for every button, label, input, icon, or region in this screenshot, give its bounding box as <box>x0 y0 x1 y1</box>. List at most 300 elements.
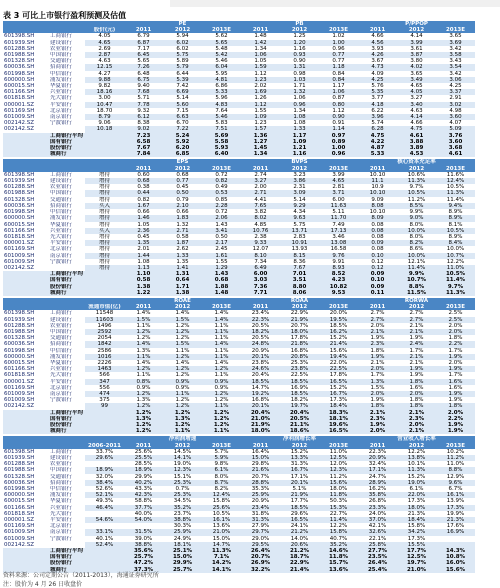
value-cell: 增持 <box>98 221 110 228</box>
value-cell: 6.69 <box>163 89 202 95</box>
value-cell: 1842 <box>85 341 124 347</box>
bank-name: 工商银行 <box>50 171 73 178</box>
stock-code: 601288.SH <box>4 45 35 52</box>
value-cell: 3.09 <box>280 190 319 196</box>
group-label: EPS <box>124 159 241 165</box>
stock-code: 601998.SH <box>4 209 35 216</box>
bank-name: 华夏银行 <box>50 221 73 228</box>
value-cell: 10.76 <box>241 228 280 234</box>
value-cell: 15.2% <box>290 448 309 455</box>
bank-name: 农业银行 <box>50 461 73 468</box>
value-cell: 52.6% <box>95 486 114 493</box>
value-cell: 0.7% <box>175 486 190 493</box>
value-cell: 6.44 <box>176 70 189 77</box>
value-cell: 15.8% <box>319 529 358 535</box>
column-header: 2012 <box>280 443 319 449</box>
value-cell: 1.67 <box>124 203 163 209</box>
value-cell: 2.69 <box>98 45 111 52</box>
value-cell: 增持 <box>85 253 124 259</box>
value-cell: 8.15 <box>280 253 319 259</box>
stock-code: 600036.SH <box>4 202 35 209</box>
value-cell: 8.36 <box>293 258 306 265</box>
value-cell: 9.09 <box>371 196 384 203</box>
bank-name: 中信银行 <box>50 486 73 493</box>
summary-label: 股份银行 <box>49 560 85 566</box>
value-cell: 18.9% <box>124 467 163 473</box>
value-cell: 9.63 <box>280 215 319 221</box>
value-cell: 22.0% <box>329 359 348 366</box>
summary-label: 国有银行 <box>49 139 85 145</box>
value-cell: 1.8% <box>448 335 463 342</box>
summary-value: 6.20 <box>163 145 202 151</box>
value-cell: 20.7% <box>251 473 270 480</box>
value-cell: 1.08 <box>137 258 150 265</box>
stock-code: 601818.SH <box>4 510 35 517</box>
column-header: 2006-2011 <box>85 443 124 449</box>
column-header: 2011 <box>358 443 397 449</box>
bank-name: 交通银行 <box>50 58 73 65</box>
value-cell: 25.9% <box>241 492 280 498</box>
value-cell: 1.8% <box>358 403 397 409</box>
summary-value: 0.58 <box>124 277 163 283</box>
value-cell: 9.76 <box>319 253 358 259</box>
value-cell: 12.1% <box>407 258 426 265</box>
value-cell: 37.0% <box>358 517 397 523</box>
value-cell: 24.7% <box>368 473 387 480</box>
value-cell: 0.96 <box>280 102 319 108</box>
value-cell: 1.2% <box>124 391 163 397</box>
value-cell: 15.3% <box>319 505 358 511</box>
value-cell: 4.66 <box>410 120 423 127</box>
column-header: 2013E <box>436 304 475 310</box>
value-cell: 0.08 <box>371 221 384 228</box>
value-cell: 1.05 <box>254 58 267 65</box>
bank-name: 宁波银行 <box>50 258 73 265</box>
value-cell: 1.55 <box>254 107 267 114</box>
value-cell: 0.96 <box>332 45 345 52</box>
stock-code: 601939.SH <box>4 455 35 462</box>
value-cell: 7.42 <box>176 83 189 90</box>
value-cell: 4.66 <box>371 33 384 40</box>
stock-code: 600000.SH <box>4 353 35 360</box>
value-cell: 29.8% <box>251 461 270 468</box>
value-cell: 14.1% <box>163 455 202 461</box>
value-cell: 20.1% <box>241 354 280 360</box>
value-cell: 9.82 <box>98 83 111 90</box>
value-cell: 20.7% <box>290 322 309 329</box>
value-cell: 3.99 <box>397 40 436 46</box>
value-cell: 22.3% <box>241 317 280 323</box>
value-cell: 16.5% <box>319 379 358 385</box>
value-cell: 1.59 <box>241 64 280 70</box>
value-cell: 17.8% <box>329 372 348 379</box>
value-cell: 11.2% <box>436 455 475 461</box>
value-cell: 1.9% <box>448 397 463 404</box>
value-cell: 1.9% <box>436 366 475 372</box>
value-cell: 0.77 <box>332 58 345 65</box>
value-cell: 15.2% <box>329 384 348 391</box>
bank-name: 工商银行 <box>50 33 73 40</box>
summary-label: 城商行 <box>49 567 85 573</box>
value-cell: 18.16 <box>85 89 124 95</box>
value-cell: 38.8% <box>124 542 163 548</box>
column-header: 2012 <box>163 304 202 310</box>
summary-value: 13.6% <box>319 567 358 573</box>
value-cell: 3.42 <box>449 45 462 52</box>
value-cell: 566 <box>99 372 110 379</box>
value-cell: 29.5% <box>241 542 280 548</box>
value-cell: 375 <box>99 397 110 404</box>
stock-code: 601328.SH <box>4 196 35 203</box>
value-cell: 3.99 <box>332 171 345 178</box>
summary-value: 20.4% <box>280 410 319 416</box>
value-cell: 3.41 <box>202 228 241 234</box>
bank-name: 中国银行 <box>50 190 73 197</box>
bank-name: 浦发银行 <box>50 215 73 222</box>
value-cell: 2.83 <box>293 233 306 240</box>
summary-value: 1.71 <box>163 284 202 290</box>
value-cell: 16.58 <box>330 246 347 253</box>
value-cell: 11.0% <box>446 461 465 468</box>
value-cell: 2.00 <box>254 184 267 191</box>
value-cell: 增持 <box>98 184 110 191</box>
summary-value: 21.4% <box>280 567 319 573</box>
value-cell: 6.22 <box>371 107 384 114</box>
value-cell: 0.93 <box>280 52 319 58</box>
value-cell: 17.13 <box>319 228 358 234</box>
value-cell: 1.23 <box>241 77 280 83</box>
value-cell: 增持 <box>85 178 124 184</box>
column-header: 2011 <box>124 166 163 172</box>
summary-value: 16.0% <box>436 560 475 566</box>
summary-value: 4.53 <box>397 151 436 157</box>
value-cell: 19.4% <box>319 354 358 360</box>
value-cell: 6.02 <box>176 45 189 52</box>
summary-value: 5.92 <box>163 139 202 145</box>
summary-value: 18.0% <box>241 428 280 434</box>
value-cell: 4.05 <box>98 33 111 40</box>
value-cell: 21.2% <box>280 529 319 535</box>
group-label: 核心资本充足率 <box>358 159 475 165</box>
value-cell: 6.75 <box>124 77 163 83</box>
value-cell: 10.47 <box>85 102 124 108</box>
value-cell: 1.41 <box>163 265 202 271</box>
summary-value: 20.4% <box>241 410 280 416</box>
value-cell: 15.0% <box>241 455 280 461</box>
value-cell: 21.3% <box>407 510 426 517</box>
value-cell: 1.31 <box>280 64 319 70</box>
value-cell: 1.06 <box>241 52 280 58</box>
value-cell: 2.74 <box>254 171 267 178</box>
value-cell: 1.2% <box>175 397 190 404</box>
value-cell: 10.91 <box>280 240 319 246</box>
value-cell: 18.5% <box>280 379 319 385</box>
value-cell: 15.0% <box>212 535 231 542</box>
value-cell: 1.6% <box>448 384 463 391</box>
value-cell: 20.9% <box>251 498 270 505</box>
value-cell: 9.33 <box>241 240 280 246</box>
value-cell: 3.60 <box>436 114 475 120</box>
value-cell: 2592 <box>85 329 124 335</box>
value-cell: 6.86 <box>215 83 228 90</box>
value-cell: 1.2% <box>163 354 202 360</box>
value-cell: 5.79 <box>163 64 202 70</box>
value-cell: 25.3% <box>163 480 202 486</box>
summary-value: 37.3% <box>124 567 163 573</box>
value-cell: 4.63 <box>98 58 111 65</box>
summary-value: 8.80 <box>280 284 319 290</box>
value-cell: 8.4% <box>436 240 475 246</box>
group-label: 净利润增速 <box>124 436 241 442</box>
value-cell: 18.0% <box>329 486 348 493</box>
value-cell: 18.5% <box>280 391 319 397</box>
value-cell: 23.4% <box>241 505 280 511</box>
stock-code: 601988.SH <box>4 190 35 197</box>
value-cell: 4.07 <box>449 120 462 127</box>
summary-value: 26.9% <box>241 560 280 566</box>
value-cell: 5.1% <box>292 486 307 493</box>
value-cell: 99 <box>85 403 124 409</box>
summary-value: 20.7% <box>241 554 280 560</box>
value-cell: 10.1% <box>407 461 426 468</box>
summary-value: 1.31 <box>163 271 202 277</box>
summary-label: 国有银行 <box>49 416 85 422</box>
column-header: 2012 <box>397 443 436 449</box>
summary-value: 7.01 <box>280 271 319 277</box>
bank-name: 农业银行 <box>50 45 73 52</box>
summary-value: 1.00 <box>319 145 358 151</box>
value-cell: 11.1 <box>358 178 397 184</box>
value-cell: 7.78 <box>124 102 163 108</box>
value-cell: 9.4% <box>436 203 475 209</box>
value-cell: 7.26 <box>124 64 163 70</box>
summary-value: 12.5% <box>397 554 436 560</box>
value-cell: 31.3% <box>241 517 280 523</box>
summary-value: 2.0% <box>397 422 436 428</box>
value-cell: 7.22 <box>163 126 202 132</box>
value-cell: 1.33 <box>163 253 202 259</box>
summary-label: 工商银行平均 <box>50 548 84 555</box>
value-cell: 1.08 <box>293 120 306 127</box>
value-cell: 1.7% <box>448 372 463 379</box>
value-cell: 1.8% <box>436 403 475 409</box>
group-label: 净利润增长率 <box>241 436 358 442</box>
value-cell: 11.4% <box>446 196 465 203</box>
value-cell: 2.1% <box>409 322 424 329</box>
bank-name: 平安银行 <box>50 240 73 247</box>
summary-value: 7.71 <box>241 290 280 296</box>
summary-value: 4.22 <box>358 139 397 145</box>
bank-name: 浦发银行 <box>50 353 73 360</box>
value-cell: 6.7% <box>448 486 463 493</box>
value-cell: 3.86 <box>280 178 319 184</box>
value-cell: 0.45 <box>137 233 150 240</box>
value-cell: 23.8% <box>280 366 319 372</box>
value-cell: 11.8% <box>319 492 358 498</box>
value-cell: 2.0% <box>358 366 397 372</box>
summary-value: 15.6% <box>436 567 475 573</box>
summary-value: 2.1% <box>358 410 397 416</box>
value-cell: 0.84 <box>319 77 358 83</box>
value-cell: 2.1% <box>358 329 397 335</box>
value-cell: 347 <box>85 379 124 385</box>
bank-name: 建设银行 <box>50 455 73 462</box>
value-cell: 20.0% <box>329 310 348 317</box>
value-cell: 8.9% <box>448 233 463 240</box>
value-cell: 0.58 <box>176 233 189 240</box>
value-cell: 24.0% <box>368 510 387 517</box>
value-cell: 12.3% <box>319 467 358 473</box>
summary-label: 城商行 <box>49 290 85 296</box>
value-cell: 3.87 <box>397 52 436 58</box>
stock-code: 601398.SH <box>4 310 35 317</box>
value-cell: 8.0% <box>214 473 229 480</box>
value-cell: 5.35 <box>358 89 397 95</box>
value-cell: 7.34 <box>254 258 267 265</box>
value-cell: 2586 <box>97 347 112 354</box>
summary-value: 21.1% <box>280 422 319 428</box>
value-cell: 1.7% <box>370 372 385 379</box>
summary-value: 14.3% <box>436 548 475 554</box>
summary-value: 47.2% <box>124 560 163 566</box>
value-cell: 0.53 <box>202 190 241 196</box>
stock-code: 000001.SZ <box>4 378 35 385</box>
value-cell: 7.51 <box>202 126 241 132</box>
valuation-table <box>3 21 475 573</box>
summary-value: 3.03 <box>241 277 280 283</box>
value-cell: 2054 <box>97 335 112 342</box>
column-header: 2013E <box>319 443 358 449</box>
value-cell: 16.9% <box>436 529 475 535</box>
value-cell: 3.82 <box>254 209 267 216</box>
value-cell: 8.9% <box>436 215 475 221</box>
value-cell: 0.9% <box>163 379 202 385</box>
value-cell: 35.3% <box>251 486 270 493</box>
value-cell: 34.2% <box>397 529 436 535</box>
stock-code: 601009.SH <box>4 114 35 121</box>
value-cell: 29.6% <box>290 510 309 517</box>
value-cell: 1.9% <box>397 366 436 372</box>
stock-code: 601166.SH <box>4 504 35 511</box>
summary-value: 0.96 <box>319 151 358 157</box>
value-cell: 1.5% <box>163 317 202 323</box>
value-cell: 2.28 <box>202 203 241 209</box>
value-cell: 1.4% <box>214 359 229 366</box>
value-cell: 1.9% <box>358 354 397 360</box>
value-cell: 42.3% <box>124 492 163 498</box>
value-cell: 1.02 <box>332 33 345 40</box>
value-cell: 4.63 <box>410 107 423 114</box>
summary-value: 4.87 <box>358 145 397 151</box>
summary-value: 0.68 <box>202 277 241 283</box>
value-cell: 0.45 <box>176 184 189 191</box>
value-cell: 2.17 <box>202 240 241 246</box>
value-cell: 1.44 <box>124 253 163 259</box>
summary-value: 1.9% <box>436 428 475 434</box>
value-cell: 1.2% <box>163 403 202 409</box>
value-cell: 1.57 <box>241 126 280 132</box>
value-cell: 3.54 <box>436 64 475 70</box>
value-cell: 6.04 <box>202 64 241 70</box>
value-cell: 5.14 <box>293 196 306 203</box>
value-cell: 1.1% <box>202 403 241 409</box>
value-cell: 54.6% <box>85 517 124 523</box>
stock-code: 000001.SZ <box>4 517 35 524</box>
value-cell: 1.9% <box>409 335 424 342</box>
value-cell: 32.4% <box>368 461 387 468</box>
value-cell: 增持 <box>85 265 124 271</box>
summary-value: 1.2% <box>202 422 241 428</box>
value-cell: 12.2% <box>329 523 348 530</box>
stock-code: 601818.SH <box>4 95 35 102</box>
value-cell: 29.7% <box>241 529 280 535</box>
value-cell: 2.71 <box>163 228 202 234</box>
value-cell: 16.2% <box>368 486 387 493</box>
value-cell: 1.25 <box>293 33 306 40</box>
summary-value: 1.43 <box>202 271 241 277</box>
value-cell: 46.4% <box>85 505 124 511</box>
summary-label: 股份银行 <box>49 145 85 151</box>
value-cell: 1.9% <box>370 397 385 404</box>
value-cell: 1.2% <box>202 391 241 397</box>
value-cell: 2.7% <box>409 310 424 317</box>
summary-value: 0.89 <box>319 139 358 145</box>
value-cell: 1.1% <box>214 347 229 354</box>
value-cell: 9.9% <box>409 209 424 216</box>
value-cell: 3.65 <box>449 33 462 40</box>
value-cell: 1.1% <box>136 322 151 329</box>
bank-name: 北京银行 <box>50 384 73 391</box>
value-cell: 25.9% <box>163 529 202 535</box>
value-cell: 1.03 <box>280 77 319 83</box>
value-cell: 21.9% <box>280 492 319 498</box>
value-cell: 15.5% <box>397 542 436 548</box>
value-cell: 30.3% <box>173 523 192 530</box>
summary-value: 29.9% <box>163 560 202 566</box>
value-cell: 8.02 <box>241 215 280 221</box>
bank-name: 交通银行 <box>50 196 73 203</box>
bank-name: 中信银行 <box>50 209 73 216</box>
value-cell: 2.02 <box>254 83 267 90</box>
value-cell: 37.7% <box>124 505 163 511</box>
value-cell: 8.2% <box>214 486 229 493</box>
value-cell: 3.67 <box>371 58 384 65</box>
value-cell: 2.31 <box>293 184 306 191</box>
value-cell: 买入 <box>85 203 124 209</box>
stock-code: 601009.SH <box>4 252 35 259</box>
value-cell: 1.48 <box>254 33 267 40</box>
value-cell: 11603 <box>85 317 124 323</box>
value-cell: 3.06 <box>436 77 475 83</box>
stock-code: 601009.SH <box>4 397 35 404</box>
column-header: 2013E <box>202 27 241 33</box>
summary-value: 2.0% <box>358 428 397 434</box>
summary-label: 股份银行 <box>49 422 85 428</box>
value-cell: 0.9% <box>202 379 241 385</box>
summary-value: 27.7% <box>358 548 397 554</box>
value-cell: 23.4% <box>251 310 270 317</box>
value-cell: 1.2% <box>202 366 241 372</box>
value-cell: 1.4% <box>124 341 163 347</box>
value-cell: 1.5% <box>124 317 163 323</box>
value-cell: 10.0% <box>397 228 436 234</box>
value-cell: 16.2% <box>319 329 358 335</box>
summary-value: 1.2% <box>124 410 163 416</box>
value-cell: 1.2% <box>214 397 229 404</box>
value-cell: 31.5% <box>124 529 163 535</box>
value-cell: 6.1% <box>202 467 241 473</box>
stock-code: 601988.SH <box>4 467 35 474</box>
